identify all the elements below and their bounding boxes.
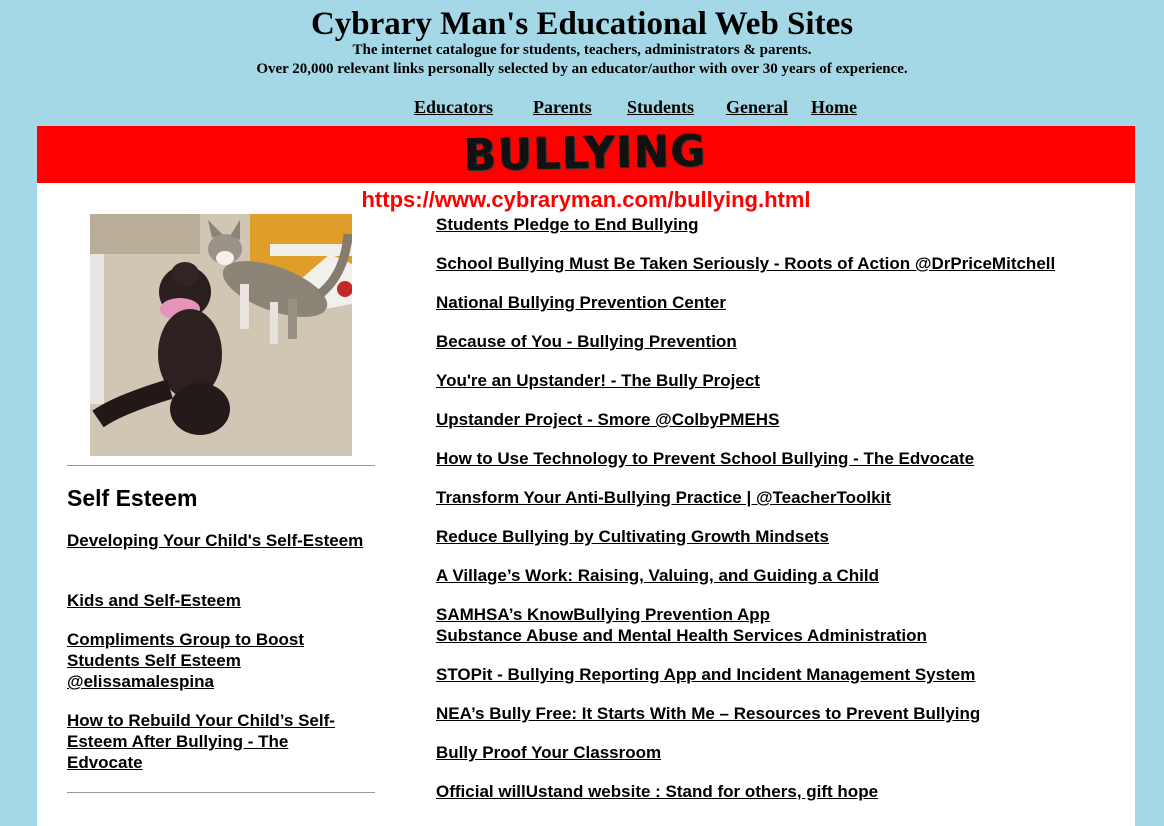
tagline [0, 41, 1164, 79]
divider [67, 465, 375, 466]
bullying-link[interactable]: Transform Your Anti-Bullying Practice | @TeacherToolkit [436, 488, 891, 507]
self-esteem-link[interactable]: Compliments Group to Boost Students Self Esteem @elissamalespina [67, 630, 305, 691]
page-url: https://www.cybraryman.com/bullying.html [361, 187, 811, 212]
bullying-link[interactable]: Students Pledge to End Bullying [436, 215, 699, 234]
bullying-link-line-1: SAMHSA’s KnowBullying Prevention App [436, 605, 771, 624]
bullying-link[interactable]: Bully Proof Your Classroom [436, 743, 662, 762]
self-esteem-link[interactable]: Developing Your Child's Self-Esteem [67, 531, 364, 550]
bullying-link[interactable]: NEA’s Bully Free: It Starts With Me – Resources to Prevent Bullying [436, 704, 981, 723]
bullying-link[interactable]: National Bullying Prevention Center [436, 293, 726, 312]
bullying-link[interactable]: Because of You - Bullying Prevention [436, 332, 737, 351]
nav-general-link[interactable]: General [726, 97, 788, 117]
self-esteem-heading: Self Esteem [67, 485, 198, 511]
bullying-link[interactable]: Upstander Project - Smore @ColbyPMEHS [436, 410, 780, 429]
bullying-link[interactable]: A Village’s Work: Raising, Valuing, and Guiding a Child [436, 566, 880, 585]
bullying-link[interactable]: STOPit - Bullying Reporting App and Incident Management System [436, 665, 976, 684]
top-nav [0, 97, 1164, 119]
self-esteem-link[interactable]: How to Rebuild Your Child’s Self-Esteem After Bullying - The Edvocate [67, 711, 335, 772]
nav-parents-link[interactable]: Parents [533, 97, 592, 117]
bullying-link[interactable]: Reduce Bullying by Cultivating Growth Mindsets [436, 527, 829, 546]
tagline-line-1: The internet catalogue for students, teachers, administrators & parents. [352, 42, 812, 58]
main-content [37, 126, 1135, 826]
site-title: Cybrary Man's Educational Web Sites [310, 6, 854, 42]
nav-students-link[interactable]: Students [627, 97, 695, 117]
nav-educators-link[interactable]: Educators [414, 97, 494, 117]
page-banner [37, 126, 1135, 183]
bullying-link-line-2: Substance Abuse and Mental Health Services Administration [436, 626, 927, 645]
bullying-link[interactable]: How to Use Technology to Prevent School Bullying - The Edvocate [436, 449, 975, 468]
photo-illustration [90, 214, 352, 456]
bullying-link[interactable]: Official willUstand website : Stand for others, gift hope [436, 782, 879, 801]
self-esteem-link[interactable]: Kids and Self-Esteem [67, 591, 241, 610]
divider [67, 792, 375, 793]
dog-and-cat-photo [90, 214, 352, 456]
bullying-link[interactable]: School Bullying Must Be Taken Seriously - Roots of Action @DrPriceMitchell [436, 254, 1056, 273]
bullying-link[interactable]: You're an Upstander! - The Bully Project [436, 371, 760, 390]
bullying-link-samhsa[interactable] [436, 604, 927, 646]
banner-title: BULLYING [464, 125, 708, 182]
tagline-line-2: Over 20,000 relevant links personally selected by an educator/author with over 30 years of experience. [256, 61, 908, 77]
nav-home-link[interactable]: Home [811, 97, 857, 117]
